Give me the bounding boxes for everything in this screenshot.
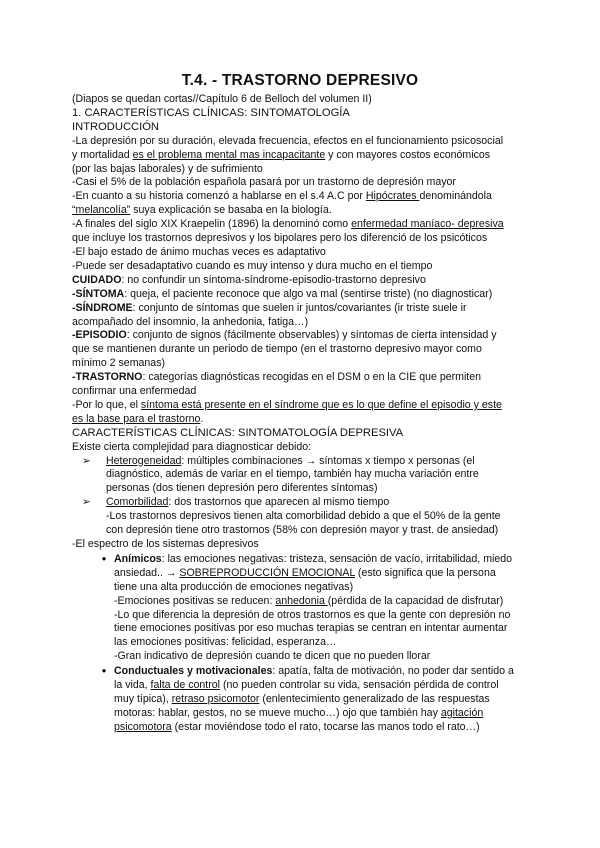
bullet-item-line: psicomotora (estar moviéndose todo el rato, tocarse las manos todo el rato…) xyxy=(114,720,480,733)
bullet-item-line: -Emociones positivas se reducen: anhedonia (pérdida de la capacidad de disfrutar) xyxy=(114,594,504,607)
underline-text: anhedonia xyxy=(275,594,328,607)
intro-p1-line3: (por las bajas laborales) y de sufrimiento xyxy=(72,162,263,175)
underline-text: Hipócrates xyxy=(365,190,420,203)
underline-text: retraso psicomotor xyxy=(171,692,260,705)
intro-p3-line2: “melancolía” suya explicación se basaba en la biología. xyxy=(72,204,332,217)
intro-p7-line1: -Por lo que, el síntoma está presente en el síndrome que es lo que define el episodio y este xyxy=(72,398,502,411)
section-heading-2: CARACTERÍSTICAS CLÍNICAS: SINTOMATOLOGÍA DEPRESIVA xyxy=(72,426,404,439)
intro-heading: INTRODUCCIÓN xyxy=(72,120,160,133)
episodio-line1: -EPISODIO: conjunto de signos (fácilmente observables) y síntomas de cierta intensidad y xyxy=(72,329,497,342)
intro-p6: -Puede ser desadaptativo cuando es muy intenso y dura mucho en el tiempo xyxy=(72,259,433,272)
intro-p2: -Casi el 5% de la población española pasará por un trastorno de depresión mayor xyxy=(72,176,456,189)
bullet-item-conductuales: ● Conductuales y motivacionales: apatía, falta de motivación, no poder dar sentido a xyxy=(72,664,530,679)
underline-text: es la base para el trastorno xyxy=(72,412,201,425)
bullet-item-animicos: ● Anímicos: las emociones negativas: tristeza, sensación de vacío, irritabilidad, miedo xyxy=(72,552,530,567)
intro-p5: -El bajo estado de ánimo muchas veces es adaptativo xyxy=(72,245,326,258)
spectrum-line: -El espectro de los sistemas depresivos xyxy=(72,538,259,550)
bullet-icon: ● xyxy=(101,666,107,676)
section2-intro: Existe cierta complejidad para diagnosticar debido: xyxy=(72,440,312,453)
bullet-item-line: la vida, falta de control (no pueden controlar su vida, sensación pérdida de control xyxy=(114,679,499,692)
bullet-item-line: las emociones positivas: felicidad, esperanza… xyxy=(114,636,337,649)
arrow-item-heterogeneidad: ➢ Heterogeneidad: múltiples combinaciones → síntomas x tiempo x personas (el xyxy=(82,454,475,467)
intro-p3-line1: -En cuanto a su historia comenzó a hablarse en el s.4 A.C por Hipócrates denominándola xyxy=(72,190,492,203)
underline-text: SOBREPRODUCCIÓN EMOCIONAL xyxy=(179,566,355,579)
document-body xyxy=(72,93,530,735)
sindrome-line1: -SÍNDROME: conjunto de síntomas que suelen ir juntos/covariantes (ir triste suele ir xyxy=(72,301,467,314)
intro-p1-line2: y mortalidad es el problema mental mas incapacitante y con mayores costos económicos xyxy=(72,148,491,161)
intro-p1-line1: -La depresión por su duración, elevada frecuencia, efectos en el funcionamiento psicosocial xyxy=(72,134,504,147)
arrow-item-line: -Los trastornos depresivos tienen alta comorbilidad debido a que el 50% de la gente xyxy=(106,510,501,523)
bullet-item-line: muy típica), retraso psicomotor (enlentecimiento generalizado de las respuestas xyxy=(114,692,490,705)
underline-text: “melancolía” xyxy=(72,204,131,217)
intro-p7-line2: es la base para el trastorno. xyxy=(72,412,204,425)
bullet-item-line: tiene emociones positivas por eso muchas terapias se centran en intentar aumentar xyxy=(114,622,508,635)
bullet-item-line: -Lo que diferencia la depresión de otros trastornos es que la gente con depresión no xyxy=(114,608,511,621)
trastorno-line1: -TRASTORNO: categorías diagnósticas recogidas en el DSM o en la CIE que permiten xyxy=(72,371,482,384)
cuidado-line: CUIDADO: no confundir un síntoma-síndrome-episodio-trastorno depresivo xyxy=(72,273,426,286)
bullet-item-line: ansiedad.. → SOBREPRODUCCIÓN EMOCIONAL (esto significa que la persona xyxy=(114,566,496,579)
bullet-item-line: motoras: hablar, gestos, no se mueve mucho…) ojo que también hay agitación xyxy=(114,706,484,719)
page-title: T.4. - TRASTORNO DEPRESIVO xyxy=(181,72,419,89)
underline-text: falta de control xyxy=(150,679,221,692)
intro-p4-line1: -A finales del siglo XIX Kraepelin (1896) la denominó como enfermedad maníaco- depresiva xyxy=(72,218,504,231)
sindrome-line2: acompañado del insomnio, la anhedonia, fatiga…) xyxy=(72,315,309,328)
arrow-item-line: personas (dos tienen depresión pero diferentes síntomas) xyxy=(106,482,378,495)
trastorno-line2: confirmar una enfermedad xyxy=(72,385,197,398)
underline-text: enfermedad maníaco- depresiva xyxy=(351,218,504,231)
bullet-icon: ● xyxy=(101,553,107,563)
arrow-item-line: diagnóstico, además de variar en el tiempo, también hay mucha variación entre xyxy=(106,468,479,481)
bullet-item-line: -Gran indicativo de depresión cuando te dicen que no pueden llorar xyxy=(114,650,431,663)
underline-text: es el problema mental mas incapacitante xyxy=(132,148,326,161)
arrow-item-line: con depresión tiene otro trastornos (58% con depresión mayor y trast. de ansiedad) xyxy=(106,524,499,537)
underline-text: agitación xyxy=(440,706,484,719)
arrow-item-comorbilidad: ➢ Comorbilidad: dos trastornos que aparecen al mismo tiempo xyxy=(82,496,390,509)
arrow-bullet-icon: ➢ xyxy=(82,454,91,467)
episodio-line2: que se mantienen durante un periodo de tiempo (en el trastorno depresivo mayor como xyxy=(72,343,482,356)
sintoma-line: -SÍNTOMA: queja, el paciente reconoce que algo va mal (sentirse triste) (no diagnosticar) xyxy=(72,287,493,300)
episodio-line3: mínimo 2 semanas) xyxy=(72,357,166,370)
underline-text: síntoma está presente en el síndrome que es lo que define el episodio y este xyxy=(140,398,502,411)
section-heading-1: 1. CARACTERÍSTICAS CLÍNICAS: SINTOMATOLOGÍA xyxy=(72,106,350,119)
underline-text: psicomotora xyxy=(114,720,172,733)
subtitle: (Diapos se quedan cortas//Capítulo 6 de Belloch del volumen II) xyxy=(72,93,372,105)
bullet-item-line: tiene una alta producción de emociones negativas) xyxy=(114,580,354,593)
intro-p4-line2: que incluye los trastornos depresivos y los bipolares pero los diferenció de los psicóticos xyxy=(72,232,488,245)
arrow-bullet-icon: ➢ xyxy=(82,496,91,509)
